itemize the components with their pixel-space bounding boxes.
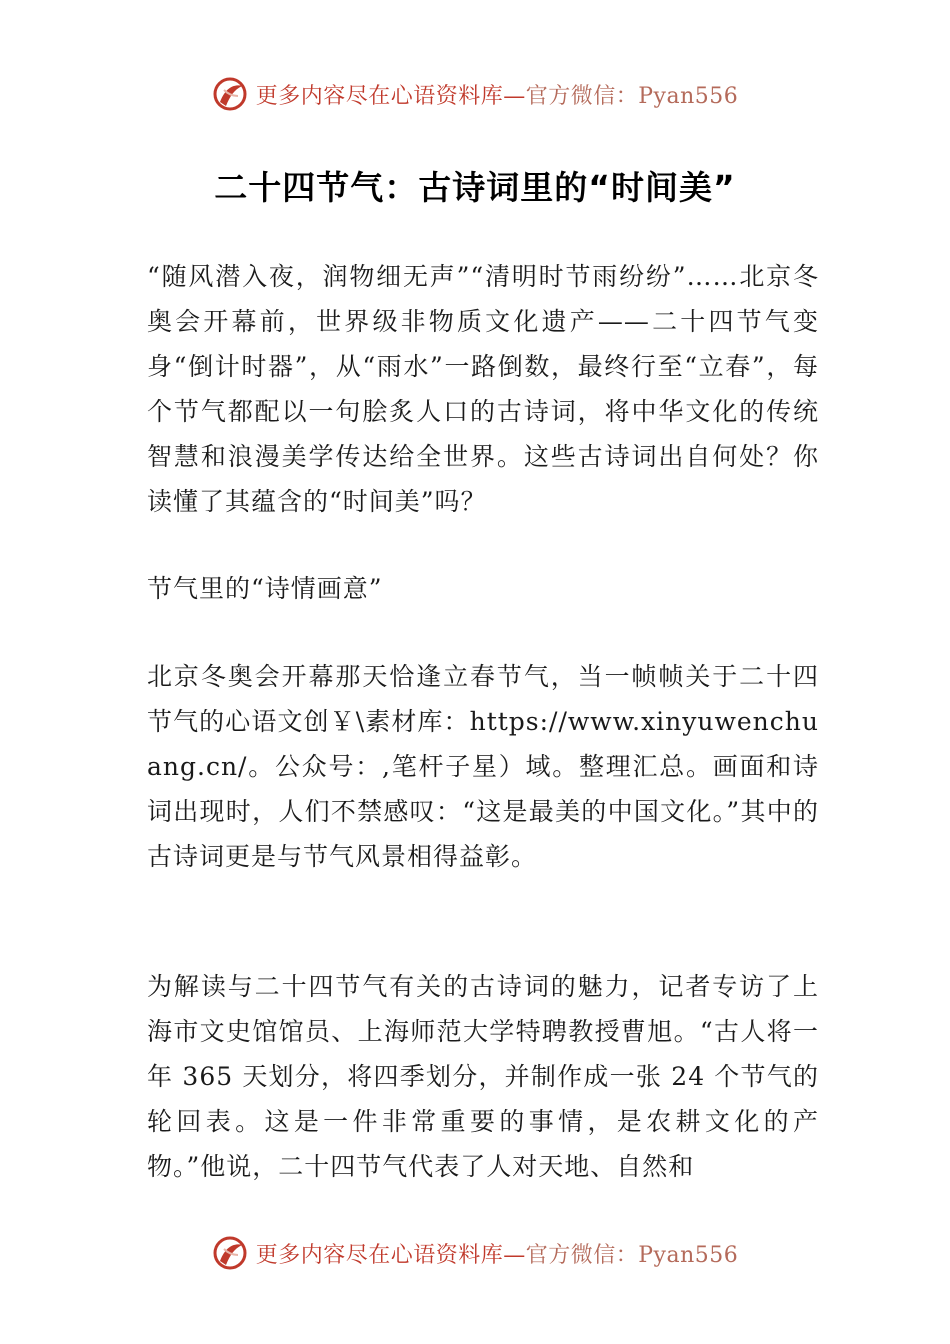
- footer-banner-label: 官方微信：: [525, 1242, 639, 1268]
- header-banner-main: 更多内容尽在心语资料库—: [255, 83, 526, 109]
- paragraph-opening-ceremony: 北京冬奥会开幕那天恰逢立春节气，当一帧帧关于二十四节气的心语文创￥\素材库：https://www.xinyuwenchuang.cn/。公众号：,笔杆子星）域。整理汇总。画面和诗词出现时，人们不禁感叹：“这是最美的中国文化。”其中的古诗词更是与节气风景相得益彰。: [147, 662, 819, 871]
- header-banner: [0, 72, 950, 116]
- footer-banner-text: [256, 1238, 739, 1269]
- page-title: 二十四节气：古诗词里的“时间美”: [214, 168, 736, 207]
- red-swirl-logo-icon: [212, 76, 248, 112]
- footer-banner-main: 更多内容尽在心语资料库—: [255, 1242, 526, 1268]
- paragraph-intro: “随风潜入夜，润物细无声”“清明时节雨纷纷”……北京冬奥会开幕前，世界级非物质文化遗产——二十四节气变身“倒计时器”，从“雨水”一路倒数，最终行至“立春”，每个节气都配以一句脍炙人口的古诗词，将中华文化的传统智慧和浪漫美学传达给全世界。这些古诗词出自何处？你读懂了其蕴含的“时间美”吗？: [147, 262, 819, 516]
- footer-banner-id: Pyan556: [638, 1242, 739, 1268]
- header-banner-label: 官方微信：: [525, 83, 639, 109]
- header-banner-text: [256, 79, 739, 110]
- section-heading: 节气里的“诗情画意”: [147, 574, 383, 603]
- footer-banner: [0, 1231, 950, 1275]
- red-swirl-logo-icon: [212, 1235, 248, 1271]
- header-banner-id: Pyan556: [638, 83, 739, 109]
- paragraph-interview: 为解读与二十四节气有关的古诗词的魅力，记者专访了上海市文史馆馆员、上海师范大学特聘教授曹旭。“古人将一年 365 天划分，将四季划分，并制作成一张 24 个节气的轮回表。这是一件非常重要的事情，是农耕文化的产物。”他说，二十四节气代表了人对天地、自然和: [147, 972, 819, 1181]
